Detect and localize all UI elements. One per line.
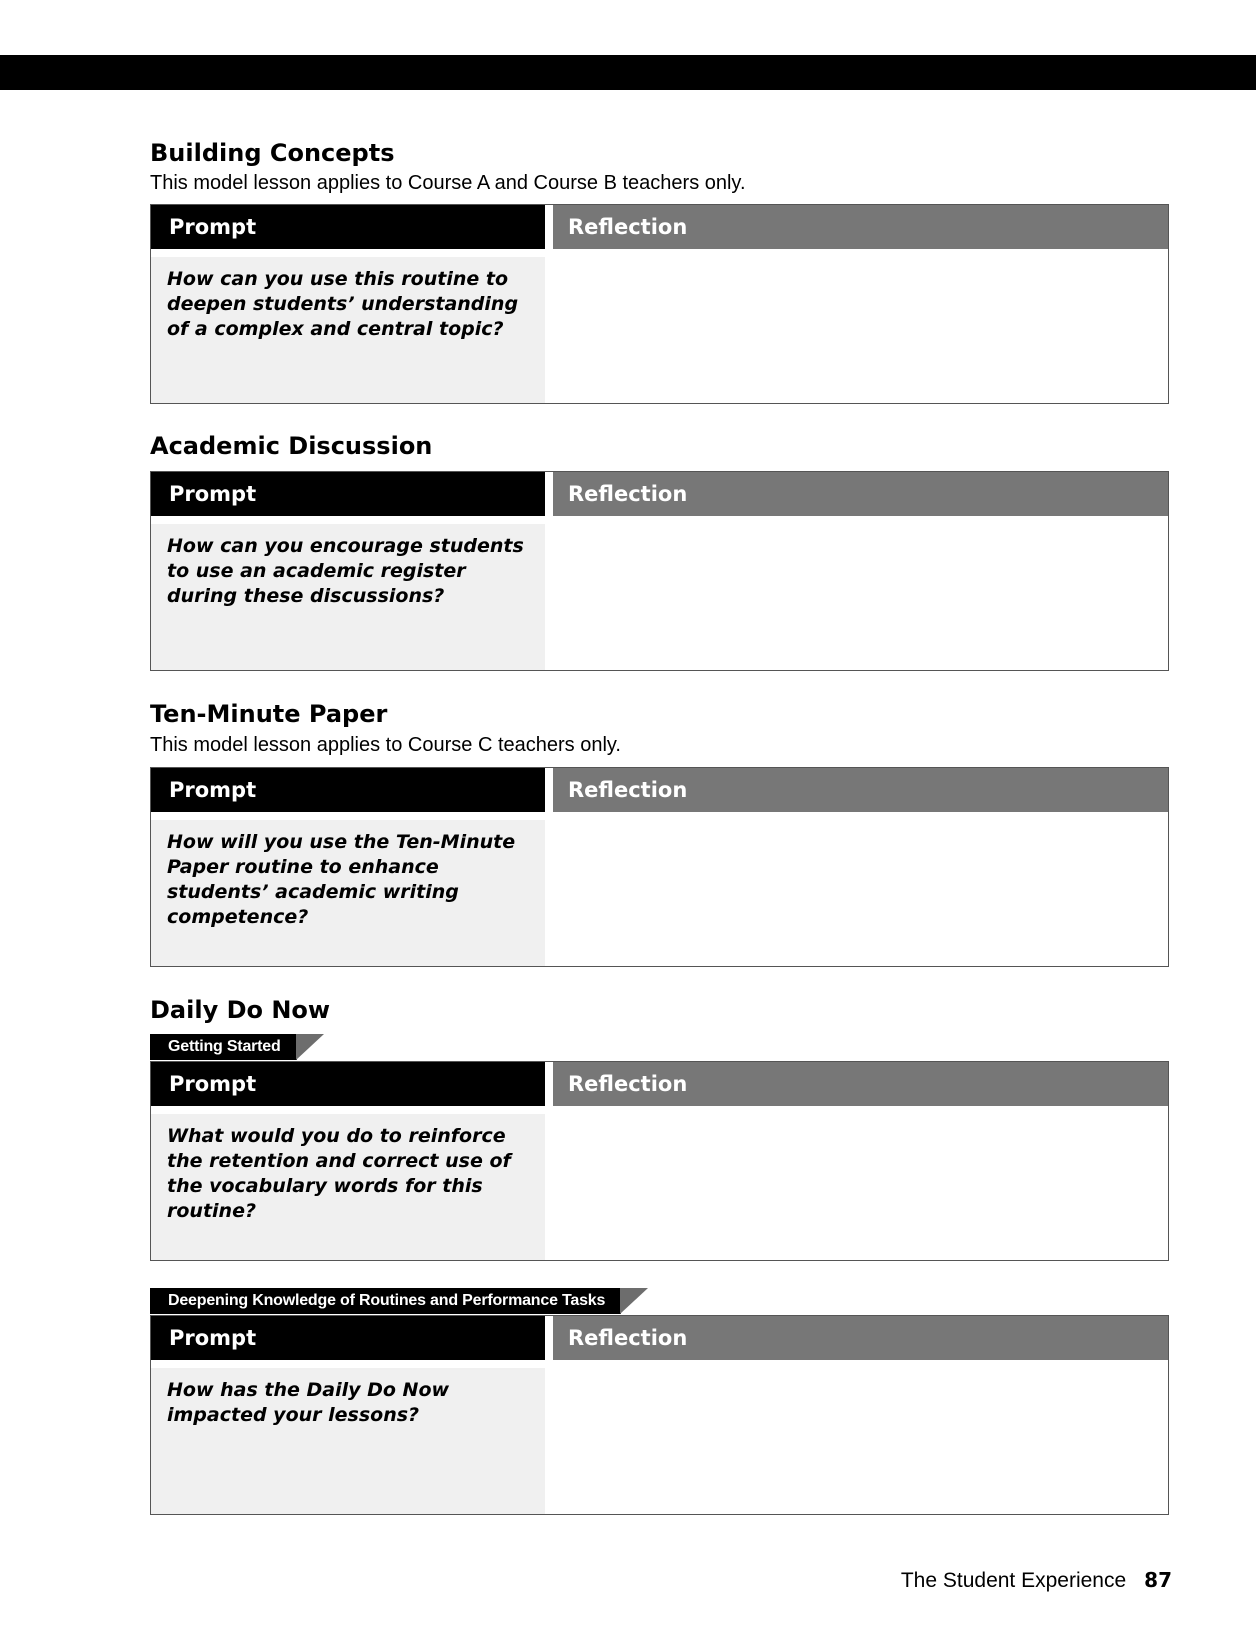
- prompt-header: Prompt: [151, 1316, 545, 1360]
- section-note-building-concepts: This model lesson applies to Course A and Course B teachers only.: [150, 172, 746, 194]
- prompt-header: Prompt: [151, 1062, 545, 1106]
- reflection-answer-area[interactable]: [553, 820, 1168, 966]
- section-title-ten-minute-paper: Ten-Minute Paper: [150, 700, 388, 728]
- prompt-header: Prompt: [151, 768, 545, 812]
- prompt-header: Prompt: [151, 205, 545, 249]
- page-footer: [901, 1567, 1172, 1594]
- reflection-answer-area[interactable]: [553, 1368, 1168, 1514]
- prompt-header: Prompt: [151, 472, 545, 516]
- reflection-header: Reflection: [553, 768, 1168, 812]
- tab-fold-corner: [620, 1288, 648, 1314]
- prompt-text: How has the Daily Do Now impacted your lessons?: [151, 1368, 545, 1514]
- page-number: 87: [1144, 1568, 1172, 1592]
- reflection-table-getting-started: [150, 1061, 1169, 1261]
- reflection-header: Reflection: [553, 1316, 1168, 1360]
- section-title-building-concepts: Building Concepts: [150, 139, 395, 167]
- reflection-answer-area[interactable]: [553, 1114, 1168, 1260]
- section-title-daily-do-now: Daily Do Now: [150, 996, 331, 1024]
- prompt-text: How will you use the Ten-Minute Paper routine to enhance students’ academic writing competence?: [151, 820, 545, 966]
- tab-fold-corner: [296, 1034, 324, 1060]
- prompt-text: How can you use this routine to deepen students’ understanding of a complex and central topic?: [151, 257, 545, 403]
- tab-getting-started: [150, 1034, 324, 1060]
- reflection-header: Reflection: [553, 1062, 1168, 1106]
- prompt-text: How can you encourage students to use an academic register during these discussions?: [151, 524, 545, 670]
- reflection-answer-area[interactable]: [553, 257, 1168, 403]
- reflection-table-academic-discussion: [150, 471, 1169, 671]
- prompt-text: What would you do to reinforce the retention and correct use of the vocabulary words for this routine?: [151, 1114, 545, 1260]
- reflection-table-deepening-knowledge: [150, 1315, 1169, 1515]
- tab-label-deepening-knowledge: Deepening Knowledge of Routines and Performance Tasks: [150, 1288, 621, 1314]
- reflection-table-building-concepts: [150, 204, 1169, 404]
- tab-label-getting-started: Getting Started: [150, 1034, 297, 1060]
- reflection-header: Reflection: [553, 205, 1168, 249]
- reflection-header: Reflection: [553, 472, 1168, 516]
- top-header-bar: [0, 55, 1256, 90]
- reflection-answer-area[interactable]: [553, 524, 1168, 670]
- section-note-ten-minute-paper: This model lesson applies to Course C teachers only.: [150, 734, 621, 756]
- reflection-table-ten-minute-paper: [150, 767, 1169, 967]
- footer-section-name: The Student Experience: [900, 1569, 1127, 1592]
- section-title-academic-discussion: Academic Discussion: [150, 432, 433, 460]
- tab-deepening-knowledge: [150, 1288, 648, 1314]
